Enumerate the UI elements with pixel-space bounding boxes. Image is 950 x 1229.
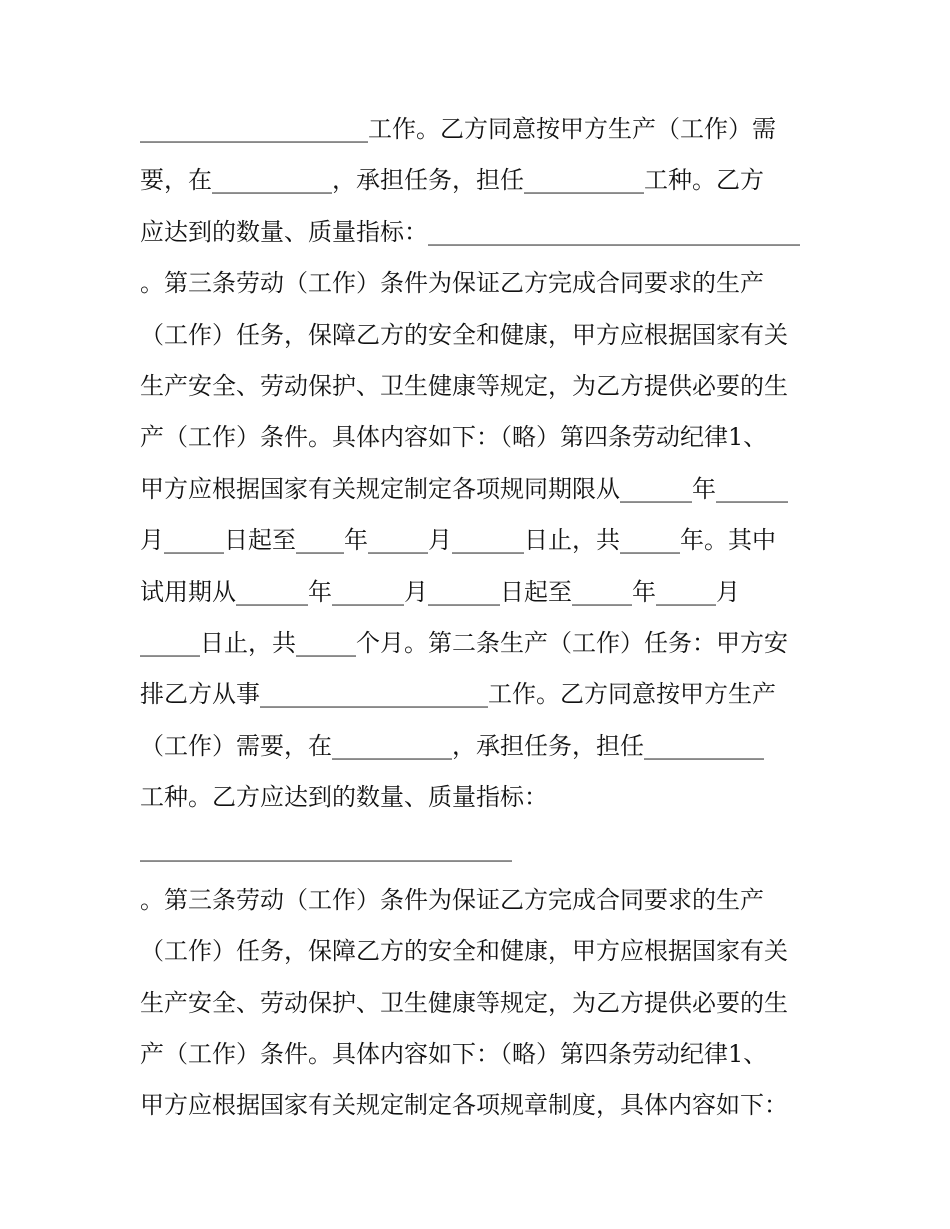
text-line: _______________________________ xyxy=(140,834,512,863)
text-line: ___________________工作。乙方同意按甲方生产（工作）需 xyxy=(140,115,776,143)
text-line: 产（工作）条件。具体内容如下：（略）第四条劳动纪律1、 xyxy=(140,1040,768,1069)
text-line: 甲方应根据国家有关规定制定各项规章制度，具体内容如下： xyxy=(140,1091,788,1120)
text-line: 甲方应根据国家有关规定制定各项规同期限从______年______ xyxy=(140,474,788,503)
text-line: 应达到的数量、质量指标：_______________________________ xyxy=(140,217,800,246)
text-line: 。第三条劳动（工作）条件为保证乙方完成合同要求的生产 xyxy=(140,885,764,914)
text-line: 。第三条劳动（工作）条件为保证乙方完成合同要求的生产 xyxy=(140,269,764,298)
text-line: （工作）需要，在__________，承担任务，担任__________ xyxy=(140,731,764,760)
text-line: 生产安全、劳动保护、卫生健康等规定，为乙方提供必要的生 xyxy=(140,371,788,400)
text-line: 要，在__________，承担任务，担任__________工种。乙方 xyxy=(140,166,764,195)
text-line: _____日止，共_____个月。第二条生产（工作）任务：甲方安 xyxy=(140,628,788,657)
text-line: （工作）任务，保障乙方的安全和健康，甲方应根据国家有关 xyxy=(140,937,788,966)
text-line: 产（工作）条件。具体内容如下：（略）第四条劳动纪律1、 xyxy=(140,423,768,452)
text-line: 生产安全、劳动保护、卫生健康等规定，为乙方提供必要的生 xyxy=(140,988,788,1017)
text-line: 排乙方从事___________________工作。乙方同意按甲方生产 xyxy=(140,680,776,709)
contract-body xyxy=(140,104,830,1132)
text-line: （工作）任务，保障乙方的安全和健康，甲方应根据国家有关 xyxy=(140,320,788,349)
text-line: 工种。乙方应达到的数量、质量指标： xyxy=(140,783,548,812)
text-line: 月_____日起至____年_____月______日止，共_____年。其中 xyxy=(140,526,776,555)
text-line: 试用期从______年______月______日起至_____年_____月 xyxy=(140,577,740,606)
